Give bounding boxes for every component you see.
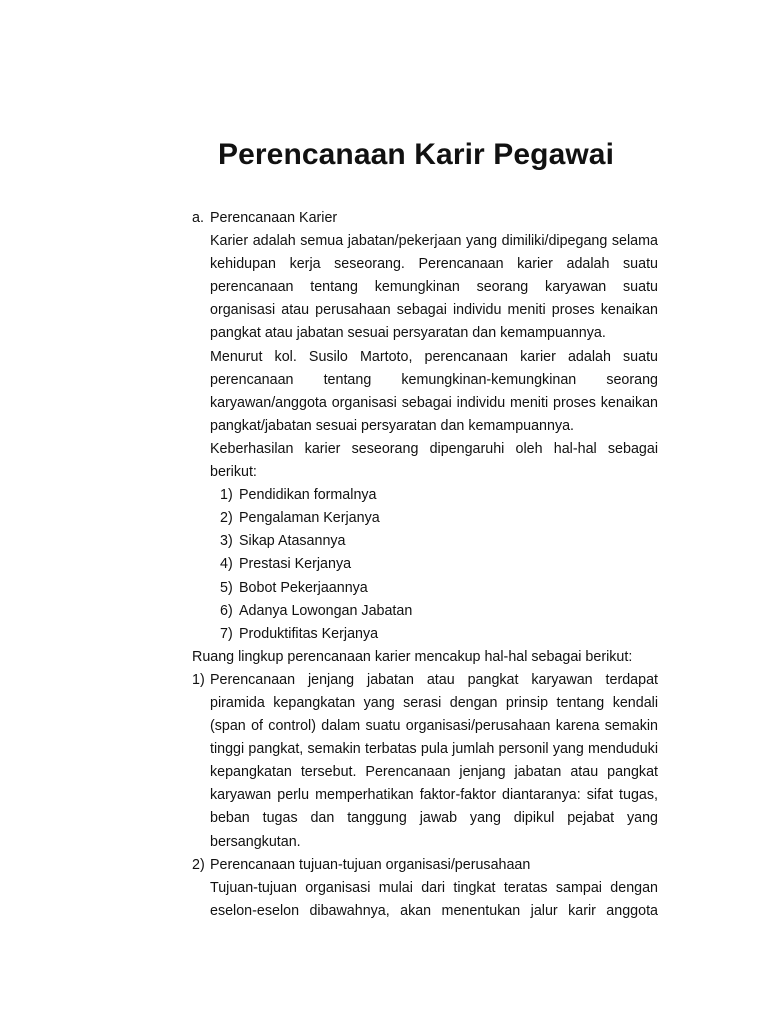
text-line: kehidupan kerja seseorang. Perencanaan karier adalah suatu (210, 256, 658, 273)
list-item: 3) Sikap Atasannya (220, 533, 346, 550)
list-item: 6) Adanya Lowongan Jabatan (220, 602, 413, 619)
list-item: 4) Prestasi Kerjanya (220, 556, 352, 573)
document-title: Perencanaan Karir Pegawai (217, 138, 615, 171)
text-line: berikut: (210, 464, 257, 481)
text-line: Keberhasilan karier seseorang dipengaruhi oleh hal-hal sebagai (210, 440, 658, 457)
section-a-heading (192, 207, 658, 230)
text-line: bersangkutan. (210, 833, 301, 850)
list-item: 1) Pendidikan formalnya (220, 487, 377, 504)
scope-item-2: 2) Perencanaan tujuan-tujuan organisasi/perusahaan (192, 856, 531, 873)
text-line: tinggi pangkat, semakin terbatas pula jumlah personil yang menduduki (210, 741, 658, 758)
scope-intro: Ruang lingkup perencanaan karier mencakup hal-hal sebagai berikut: (192, 648, 633, 665)
text-line: kepangkatan tersebut. Perencanaan jenjang jabatan atau pangkat (210, 764, 658, 781)
list-item: 5) Bobot Pekerjaannya (220, 579, 368, 596)
text-line: Karier adalah semua jabatan/pekerjaan yang dimiliki/dipegang selama (210, 233, 658, 250)
text-line: eselon-eselon dibawahnya, akan menentukan jalur karir anggota (210, 902, 658, 919)
section-a-title: Perencanaan Karier (210, 210, 338, 226)
text-line: perencanaan tentang kemungkinan-kemungkinan seorang (210, 371, 658, 388)
text-line: piramida kepangkatan yang serasi dengan prinsip tentang kendali (210, 694, 658, 711)
text-line: beban tugas dan tanggung jawab yang dipikul pejabat yang (210, 810, 658, 827)
document-body (192, 207, 658, 923)
scope-item-1: 1) Perencanaan jenjang jabatan atau pangkat karyawan terdapat (192, 671, 658, 688)
text-line: karyawan/anggota organisasi sebagai individu meniti proses kenaikan (210, 394, 658, 411)
list-item: 2) Pengalaman Kerjanya (220, 510, 380, 527)
text-line: pangkat atau jabatan sesuai persyaratan dan kemampuannya. (210, 325, 606, 342)
text-line: perencanaan tentang kemungkinan seorang karyawan suatu (210, 279, 658, 296)
list-item: 7) Produktifitas Kerjanya (220, 625, 379, 642)
text-line: (span of control) dalam suatu organisasi/perusahaan karena semakin (210, 718, 658, 735)
section-a-marker: a. (192, 210, 204, 226)
text-line: Tujuan-tujuan organisasi mulai dari tingkat teratas sampai dengan (210, 879, 658, 896)
text-line: organisasi atau perusahaan sebagai individu meniti proses kenaikan (210, 302, 658, 319)
text-line: pangkat/jabatan sesuai persyaratan dan kemampuannya. (210, 417, 575, 434)
text-line: karyawan perlu memperhatikan faktor-faktor diantaranya: sifat tugas, (210, 787, 658, 804)
text-line: Menurut kol. Susilo Martoto, perencanaan karier adalah suatu (210, 348, 658, 365)
